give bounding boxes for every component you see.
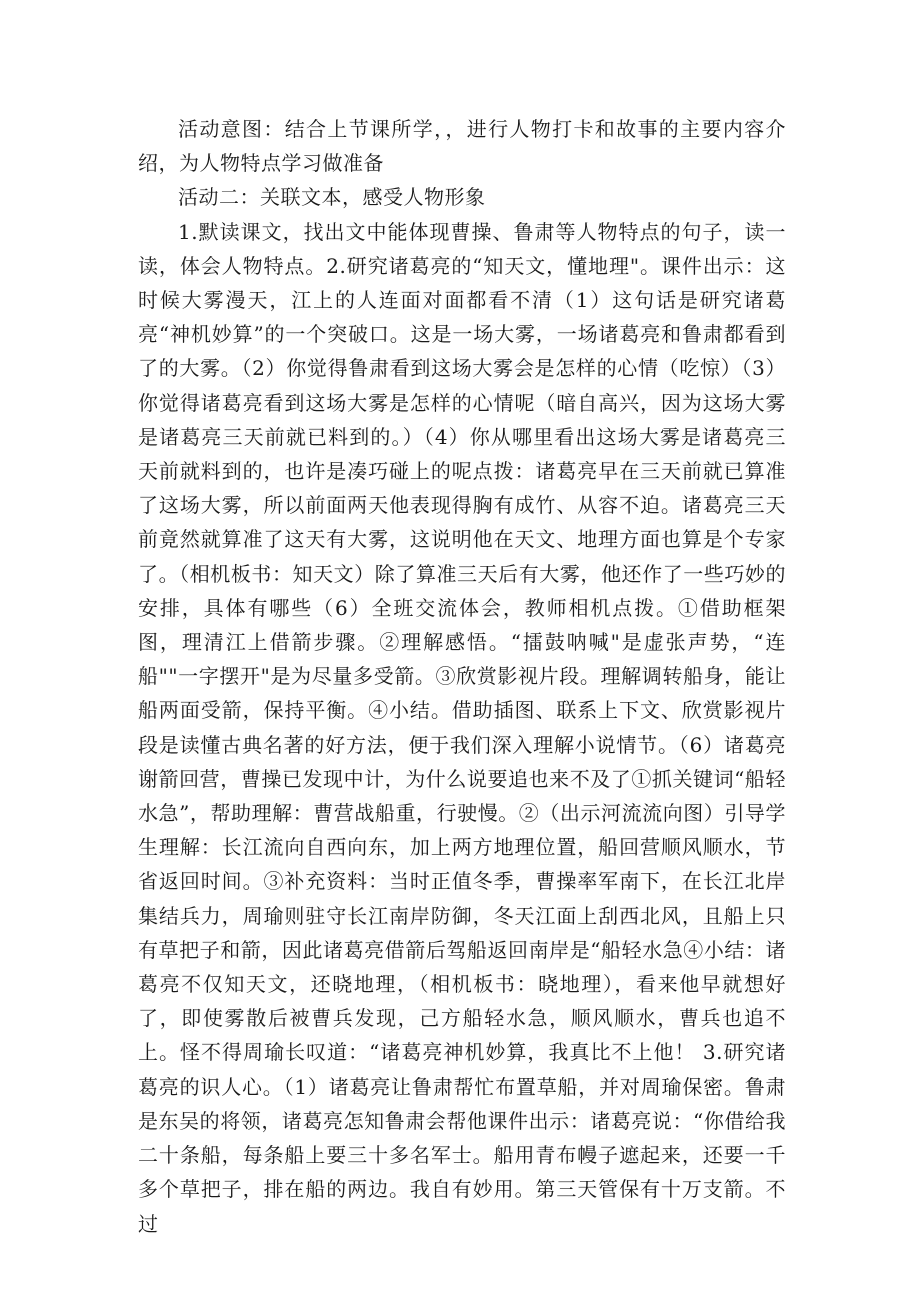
paragraph-main-text: 1.默读课文，找出文中能体现曹操、鲁肃等人物特点的句子，读一读，体会人物特点。2.研究诸葛亮的“知天文，懂地理"。课件出示：这时候大雾漫天，江上的人连面对面都看不清（1）这句话是研究诸葛亮“神机妙算”的一个突破口。这是一场大雾，一场诸葛亮和鲁肃都看到了的大雾。（2）你觉得鲁肃看到这场大雾会是怎样的心情（吃惊）（3）你觉得诸葛亮看到这场大雾是怎样的心情呢（暗自高兴，因为这场大雾是诸葛亮三天前就已料到的。）（4）你从哪里看出这场大雾是诸葛亮三天前就料到的，也许是凑巧碰上的呢点拨：诸葛亮早在三天前就已算准了这场大雾，所以前面两天他表现得胸有成竹、从容不迫。诸葛亮三天前竟然就算准了这天有大雾，这说明他在天文、地理方面也算是个专家了。（相机板书：知天文）除了算准三天后有大雾，他还作了一些巧妙的安排，具体有哪些（6）全班交流体会，教师相机点拨。①借助框架图，理清江上借箭步骤。②理解感悟。“擂鼓呐喊"是虚张声势，“连船""一字摆开"是为尽量多受箭。③欣赏影视片段。理解调转船身，能让船两面受箭，保持平衡。④小结。借助插图、联系上下文、欣赏影视片段是读懂古典名著的好方法，便于我们深入理解小说情节。（6）诸葛亮谢箭回营，曹操已发现中计，为什么说要追也来不及了①抓关键词“船轻水急”，帮助理解：曹营战船重，行驶慢。②（出示河流流向图）引导学生理解：长江流向自西向东，加上两方地理位置，船回营顺风顺水，节省返回时间。③补充资料：当时正值冬季，曹操率军南下，在长江北岸集结兵力，周瑜则驻守长江南岸防御，冬天江面上刮西北风，且船上只有草把子和箭，因此诸葛亮借箭后驾船返回南岸是“船轻水急④小结：诸葛亮不仅知天文，还晓地理，（相机板书：晓地理），看来他早就想好了，即使雾散后被曹兵发现，己方船轻水急，顺风顺水，曹兵也追不上。怪不得周瑜长叹道：“诸葛亮神机妙算，我真比不上他！ 3.研究诸葛亮的识人心。（1）诸葛亮让鲁肃帮忙布置草船，并对周瑜保密。鲁肃是东吴的将领，诸葛亮怎知鲁肃会帮他课件出示：诸葛亮说：“你借给我二十条船，每条船上要三十多名军士。船用青布幔子遮起来，还要一千多个草把子，排在船的两边。我自有妙用。第三天管保有十万支箭。不过 — [138, 219, 786, 1236]
document-body — [138, 112, 786, 1241]
paragraph-activity-two-heading: 活动二：关联文本，感受人物形象 — [178, 185, 486, 210]
paragraph-activity-intent: 活动意图：结合上节课所学，，进行人物打卡和故事的主要内容介绍，为人物特点学习做准备 — [138, 117, 786, 176]
